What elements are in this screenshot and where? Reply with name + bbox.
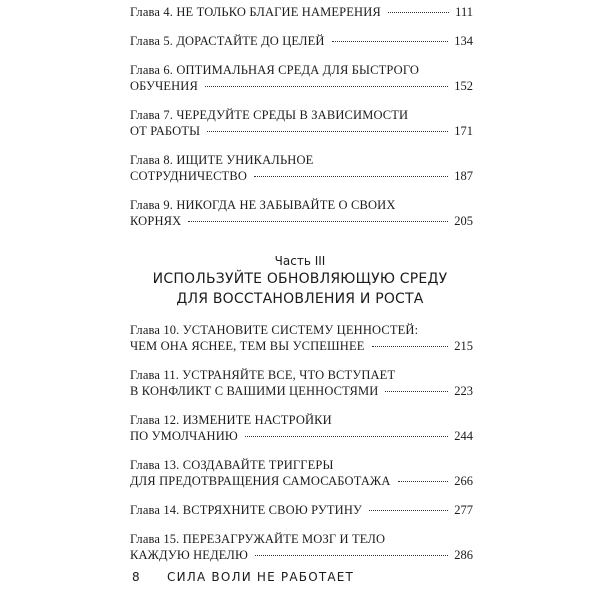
chapter-title: Глава 9. НИКОГДА НЕ ЗАБЫВАЙТЕ О СВОИХ bbox=[130, 198, 396, 212]
toc-entry-line bbox=[130, 473, 473, 489]
toc-entry bbox=[130, 367, 473, 399]
toc-entry-line bbox=[130, 531, 473, 547]
part-title-line-1: ИСПОЛЬЗУЙТЕ ОБНОВЛЯЮЩУЮ СРЕДУ bbox=[152, 271, 448, 287]
chapter-title: ОТ РАБОТЫ bbox=[130, 124, 201, 138]
dot-leader bbox=[372, 346, 449, 347]
dot-leader bbox=[388, 12, 449, 13]
chapter-title: ОБУЧЕНИЯ bbox=[130, 79, 198, 93]
page-footer bbox=[132, 570, 354, 584]
dot-leader bbox=[245, 436, 448, 437]
chapter-title: ПО УМОЛЧАНИЮ bbox=[130, 429, 238, 443]
chapter-title: ДЛЯ ПРЕДОТВРАЩЕНИЯ САМОСАБОТАЖА bbox=[130, 474, 391, 488]
chapter-title: В КОНФЛИКТ С ВАШИМИ ЦЕННОСТЯМИ bbox=[130, 384, 379, 398]
toc-entry-line bbox=[130, 428, 473, 444]
toc-entry-line bbox=[130, 168, 473, 184]
chapter-title: Глава 13. СОЗДАВАЙТЕ ТРИГГЕРЫ bbox=[130, 458, 334, 472]
toc-entry-line bbox=[130, 78, 473, 94]
page-number: 8 bbox=[132, 570, 141, 584]
toc-entry bbox=[130, 33, 473, 49]
toc-entry-line bbox=[130, 62, 473, 78]
toc-entry-line bbox=[130, 412, 473, 428]
dot-leader bbox=[255, 555, 448, 556]
chapter-title: Глава 15. ПЕРЕЗАГРУЖАЙТЕ МОЗГ И ТЕЛО bbox=[130, 532, 386, 546]
toc-entry bbox=[130, 62, 473, 94]
running-title: СИЛА ВОЛИ НЕ РАБОТАЕТ bbox=[167, 570, 355, 584]
dot-leader bbox=[332, 41, 449, 42]
toc-entry bbox=[130, 457, 473, 489]
toc-entry bbox=[130, 197, 473, 229]
page-number: 223 bbox=[454, 384, 473, 398]
part-label: Часть III bbox=[274, 254, 326, 268]
toc-entry-line bbox=[130, 107, 473, 123]
toc-entry bbox=[130, 152, 473, 184]
dot-leader bbox=[254, 176, 448, 177]
chapter-title: Глава 7. ЧЕРЕДУЙТЕ СРЕДЫ В ЗАВИСИМОСТИ bbox=[130, 108, 409, 122]
toc-entry-line bbox=[130, 213, 473, 229]
page-number: 134 bbox=[454, 34, 473, 48]
page-number: 187 bbox=[454, 169, 473, 183]
toc-entry-line bbox=[130, 152, 473, 168]
toc-entry-line bbox=[130, 457, 473, 473]
chapter-title: Глава 12. ИЗМЕНИТЕ НАСТРОЙКИ bbox=[130, 413, 332, 427]
toc-entry bbox=[130, 502, 473, 518]
part-heading bbox=[0, 253, 600, 309]
toc-entry-line bbox=[130, 197, 473, 213]
toc-entry bbox=[130, 107, 473, 139]
toc-entry bbox=[130, 4, 473, 20]
toc-entry-line bbox=[130, 367, 473, 383]
page-number: 215 bbox=[454, 339, 473, 353]
chapter-title: Глава 5. ДОРАСТАЙТЕ ДО ЦЕЛЕЙ bbox=[130, 34, 325, 48]
dot-leader bbox=[207, 131, 448, 132]
page-number: 244 bbox=[454, 429, 473, 443]
toc-entry-line bbox=[130, 338, 473, 354]
toc-entry bbox=[130, 531, 473, 563]
toc-chapters-part-3 bbox=[130, 322, 473, 576]
toc-entry-line bbox=[130, 547, 473, 563]
chapter-title: Глава 14. ВСТРЯХНИТЕ СВОЮ РУТИНУ bbox=[130, 503, 363, 517]
toc-entry-line bbox=[130, 123, 473, 139]
toc-chapters-part-2 bbox=[130, 4, 473, 242]
chapter-title: Глава 6. ОПТИМАЛЬНАЯ СРЕДА ДЛЯ БЫСТРОГО bbox=[130, 63, 420, 77]
toc-entry-line bbox=[130, 322, 473, 338]
toc-entry-line bbox=[130, 383, 473, 399]
chapter-title: Глава 4. НЕ ТОЛЬКО БЛАГИЕ НАМЕРЕНИЯ bbox=[130, 5, 381, 19]
toc-entry bbox=[130, 412, 473, 444]
page-number: 277 bbox=[454, 503, 473, 517]
page-number: 152 bbox=[454, 79, 473, 93]
page-number: 171 bbox=[454, 124, 473, 138]
toc-entry-line bbox=[130, 33, 473, 49]
chapter-title: Глава 8. ИЩИТЕ УНИКАЛЬНОЕ bbox=[130, 153, 314, 167]
page-number: 286 bbox=[454, 548, 473, 562]
toc-entry bbox=[130, 322, 473, 354]
page-number: 266 bbox=[454, 474, 473, 488]
part-title-line-2: ДЛЯ ВОССТАНОВЛЕНИЯ И РОСТА bbox=[176, 291, 424, 307]
dot-leader bbox=[205, 86, 448, 87]
chapter-title: КАЖДУЮ НЕДЕЛЮ bbox=[130, 548, 249, 562]
chapter-title: ЧЕМ ОНА ЯСНЕЕ, ТЕМ ВЫ УСПЕШНЕЕ bbox=[130, 339, 365, 353]
chapter-title: СОТРУДНИЧЕСТВО bbox=[130, 169, 248, 183]
chapter-title: Глава 11. УСТРАНЯЙТЕ ВСЕ, ЧТО ВСТУПАЕТ bbox=[130, 368, 396, 382]
dot-leader bbox=[188, 221, 448, 222]
toc-entry-line bbox=[130, 4, 473, 20]
page-number: 205 bbox=[454, 214, 473, 228]
chapter-title: Глава 10. УСТАНОВИТЕ СИСТЕМУ ЦЕННОСТЕЙ: bbox=[130, 323, 419, 337]
toc-entry-line bbox=[130, 502, 473, 518]
dot-leader bbox=[398, 481, 449, 482]
page-number: 111 bbox=[455, 5, 473, 19]
dot-leader bbox=[385, 391, 448, 392]
chapter-title: КОРНЯХ bbox=[130, 214, 182, 228]
dot-leader bbox=[369, 510, 448, 511]
